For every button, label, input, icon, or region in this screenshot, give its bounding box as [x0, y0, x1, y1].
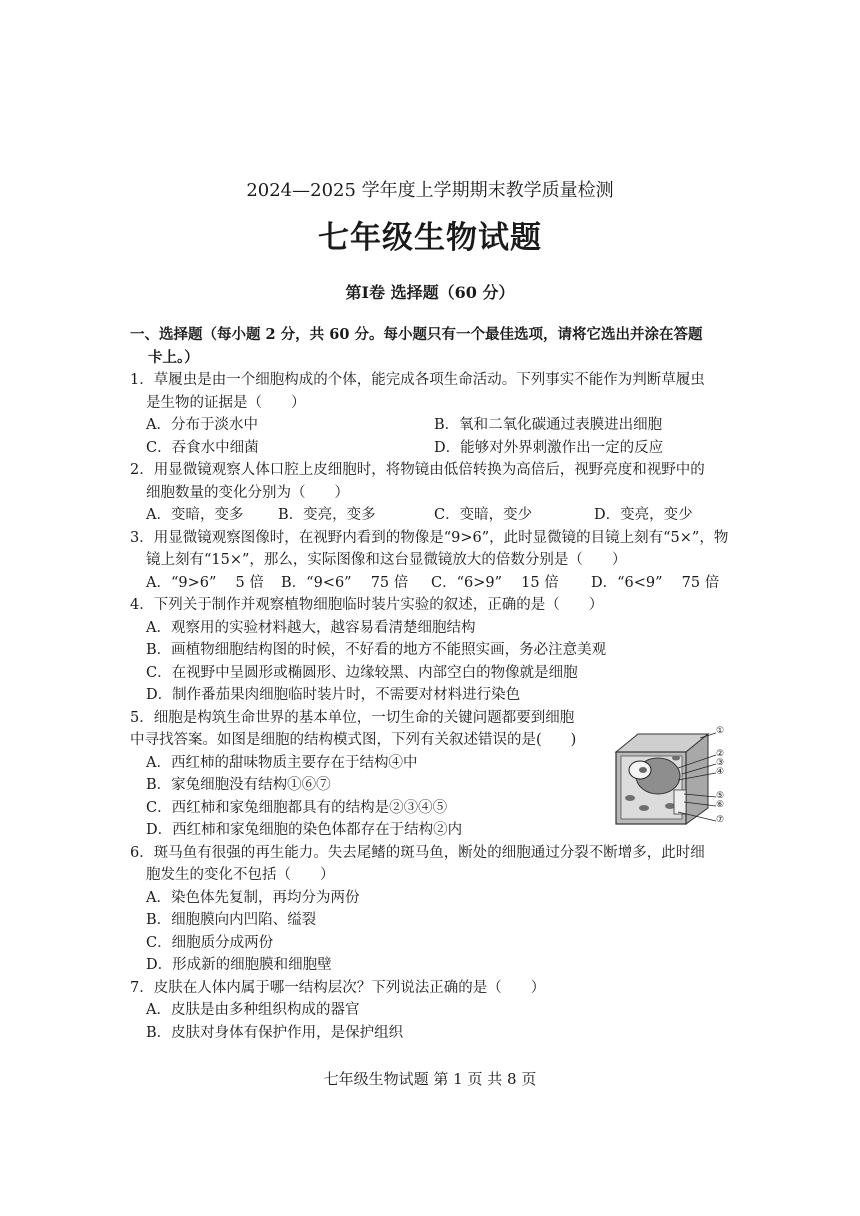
q4-option-d: D．制作番茄果肉细胞临时装片时，不需要对材料进行染色	[146, 687, 521, 703]
q1-option-b: B．氧和二氧化碳通过表膜进出细胞	[434, 417, 663, 433]
q4-option-c: C．在视野中呈圆形或椭圆形、边缘较黑、内部空白的物像就是细胞	[146, 664, 578, 681]
q6-option-a: A．染色体先复制，再均分为两份	[146, 889, 360, 906]
q5-option-b: B．家兔细胞没有结构①⑥⑦	[146, 777, 331, 793]
q5-stem-2: 中寻找答案。如图是细胞的结构模式图，下列有关叙述错误的是( )	[130, 732, 577, 748]
q4-stem: 4．下列关于制作并观察植物细胞临时装片实验的叙述，正确的是（ ）	[130, 597, 604, 613]
q5-option-c: C．西红柿和家兔细胞都具有的结构是②③④⑤	[146, 799, 448, 816]
q7-stem: 7．皮肤在人体内属于哪一结构层次？下列说法正确的是（ ）	[130, 979, 546, 996]
q5-option-d: D．西红柿和家兔细胞的染色体都存在于结构②内	[146, 822, 463, 838]
q1-option-d: D．能够对外界刺激作出一定的反应	[434, 439, 664, 456]
q3-options-row	[130, 572, 738, 595]
q1-options-row-1	[130, 414, 738, 437]
cell-label-7: ⑦	[716, 815, 725, 825]
q3-stem-1: 3．用显微镜观察图像时，在视野内看到的物像是“9>6”，此时显微镜的目镜上刻有“5×”，物	[130, 529, 729, 546]
q5-stem-1: 5．细胞是构筑生命世界的基本单位，一切生命的关键问题都要到细胞	[130, 709, 575, 726]
q7-option-a: A．皮肤是由多种组织构成的器官	[146, 1002, 360, 1018]
cell-label-6: ⑥	[716, 800, 725, 810]
instructions-line-1: 一、选择题（每小题 2 分，共 60 分。每小题只有一个最佳选项，请将它选出并涂在答题	[130, 326, 703, 343]
q3-option-b: B．“9<6” 75 倍	[281, 574, 409, 591]
q3-stem-2: 镜上刻有“15×”，那么，实际图像和这台显微镜放大的倍数分别是（ ）	[146, 552, 627, 568]
plant-cell-diagram	[612, 728, 728, 828]
q6-option-d: D．形成新的细胞膜和细胞壁	[146, 957, 332, 973]
q2-option-c: C．变暗，变少	[434, 507, 533, 523]
q4-option-a: A．观察用的实验材料越大，越容易看清楚细胞结构	[146, 619, 476, 636]
q2-option-b: B．变亮，变多	[278, 507, 376, 523]
instructions-line-2: 卡上。）	[148, 348, 199, 366]
section-heading: 第Ⅰ卷 选择题（60 分）	[345, 283, 515, 302]
exam-subtitle: 2024—2025 学年度上学期期末教学质量检测	[246, 180, 614, 201]
q6-option-c: C．细胞质分成两份	[146, 934, 274, 951]
q3-option-a: A．“9>6” 5 倍	[146, 574, 264, 591]
q1-stem-2: 是生物的证据是（ ）	[146, 394, 306, 411]
q2-option-d: D．变亮，变少	[594, 507, 693, 523]
q2-option-a: A．变暗，变多	[146, 507, 244, 523]
q4-option-b: B．画植物细胞结构图的时候，不好看的地方不能照实画，务必注意美观	[146, 642, 607, 658]
q1-options-row-2	[130, 437, 738, 460]
page-footer: 七年级生物试题 第 1 页 共 8 页	[323, 1070, 537, 1088]
cell-label-1: ①	[716, 726, 725, 736]
cell-label-4: ④	[716, 767, 725, 777]
q2-stem-2: 细胞数量的变化分别为（ ）	[146, 484, 349, 501]
q3-option-c: C．“6>9” 15 倍	[431, 574, 559, 591]
q6-stem-1: 6．斑马鱼有很强的再生能力。失去尾鳍的斑马鱼，断处的细胞通过分裂不断增多，此时细	[130, 844, 705, 861]
q1-option-a: A．分布于淡水中	[146, 417, 258, 433]
cell-label-2: ②	[716, 749, 725, 759]
questions	[130, 324, 738, 1044]
exam-title: 七年级生物试题	[318, 220, 542, 256]
q1-option-c: C．吞食水中细菌	[146, 439, 259, 456]
q5-option-a: A．西红柿的甜味物质主要存在于结构④中	[146, 754, 418, 771]
q2-options-row	[130, 504, 738, 527]
q6-stem-2: 胞发生的变化不包括（ ）	[146, 867, 335, 883]
q3-option-d: D．“6<9” 75 倍	[591, 574, 720, 591]
cell-label-3: ③	[716, 758, 725, 768]
q6-option-b: B．细胞膜向内凹陷、缢裂	[146, 912, 317, 928]
cell-label-5: ⑤	[716, 791, 725, 801]
q1-stem-1: 1．草履虫是由一个细胞构成的个体，能完成各项生命活动。下列事实不能作为判断草履虫	[130, 372, 705, 388]
q7-option-b: B．皮肤对身体有保护作用，是保护组织	[146, 1024, 404, 1041]
q2-stem-1: 2．用显微镜观察人体口腔上皮细胞时，将物镜由低倍转换为高倍后，视野亮度和视野中的	[130, 462, 705, 478]
